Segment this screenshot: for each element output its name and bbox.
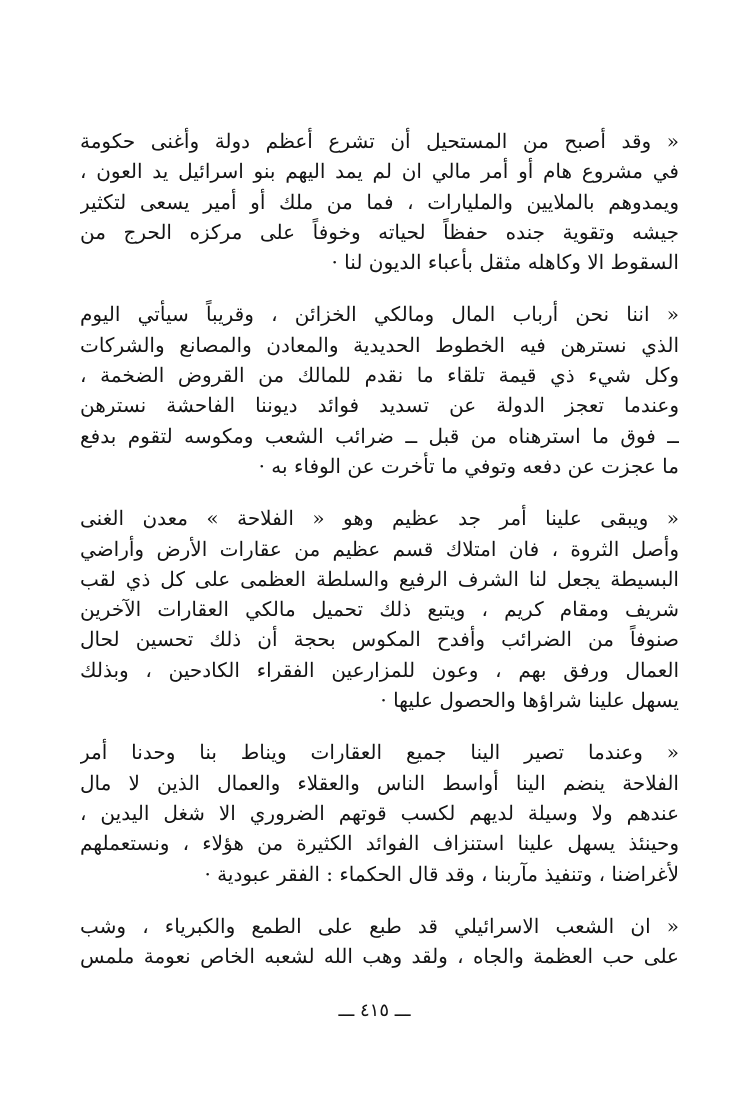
text-line: وعندما تعجز الدولة عن تسديد فوائد ديوننا الفاحشة نسترهن <box>80 393 679 418</box>
text-line: « اننا نحن أرباب المال ومالكي الخزائن ، وقريباً سيأتي اليوم <box>80 302 679 327</box>
text-line: « ويبقى علينا أمر جد عظيم وهو « الفلاحة » معدن الغنى <box>80 506 679 531</box>
text-line: السقوط الا وكاهله مثقل بأعباء الديون لنا · <box>331 250 679 275</box>
text-line: عندهم ولا وسيلة لديهم لكسب قوتهم الضروري الا شغل اليدين ، <box>80 800 679 825</box>
paragraph-2 <box>80 299 679 481</box>
text-line: وأصل الثروة ، فان امتلاك قسم عظيم من عقارات الأرض وأراضي <box>80 536 679 561</box>
text-line: لأغراضنا ، وتنفيذ مآربنا ، وقد قال الحكماء : الفقر عبودية · <box>204 861 679 886</box>
text-line: صنوفاً من الضرائب وأفدح المكوس بحجة أن ذلك تحسين لحال <box>80 627 679 652</box>
text-line: « وعندما تصير الينا جميع العقارات ويناط بنا وحدنا أمر <box>80 740 679 765</box>
document-page <box>80 126 679 993</box>
text-line: على حب العظمة والجاه ، ولقد وهب الله لشعبه الخاص نعومة ملمس <box>80 944 679 969</box>
text-line: « ان الشعب الاسرائيلي قد طبع على الطمع والكبرياء ، وشب <box>80 913 679 938</box>
text-line: ــ فوق ما استرهناه من قبل ــ ضرائب الشعب ومكوسه لتقوم بدفع <box>80 423 679 448</box>
text-line: في مشروع هام أو أمر مالي ان لم يمد اليهم بنو اسرائيل يد العون ، <box>80 159 679 184</box>
text-line: جيشه وتقوية جنده حفظاً لحياته وخوفاً على مركزه الحرج من <box>80 219 679 244</box>
text-line: الفلاحة ينضم الينا أواسط الناس والعقلاء والعمال الذين لا مال <box>80 770 679 795</box>
text-line: يسهل علينا شراؤها والحصول عليها · <box>380 688 679 713</box>
text-line: وحينئذ يسهل علينا استنزاف الفوائد الكثيرة من هؤلاء ، ونستعملهم <box>80 831 679 856</box>
text-line: وكل شيء ذي قيمة تلقاء ما نقدم للمالك من القروض الضخمة ، <box>80 363 679 388</box>
text-line: ويمدوهم بالملايين والمليارات ، فما من ملك أو أمير يسعى لتكثير <box>80 189 679 214</box>
text-line: « وقد أصبح من المستحيل أن تشرع أعظم دولة وأغنى حكومة <box>80 129 679 153</box>
text-line: ما عجزت عن دفعه وتوفي ما تأخرت عن الوفاء به · <box>258 453 679 478</box>
text-line: الذي نسترهن فيه الخطوط الحديدية والمعادن والمصانع والشركات <box>80 332 679 357</box>
paragraph-4 <box>80 737 679 888</box>
paragraph-5 <box>80 911 679 972</box>
text-line: العمال ورفق بهم ، وعون للمزارعين الفقراء الكادحين ، وبذلك <box>80 657 679 682</box>
paragraph-3 <box>80 503 679 715</box>
text-line: البسيطة يجعل لنا الشرف الرفيع والسلطة العظمى على كل ذي لقب <box>80 566 679 591</box>
paragraph-1 <box>80 126 679 277</box>
text-line: شريف ومقام كريم ، ويتبع ذلك تحميل مالكي العقارات الآخرين <box>80 597 679 622</box>
page-number: ـــ ٤١٥ ـــ <box>338 1000 411 1021</box>
